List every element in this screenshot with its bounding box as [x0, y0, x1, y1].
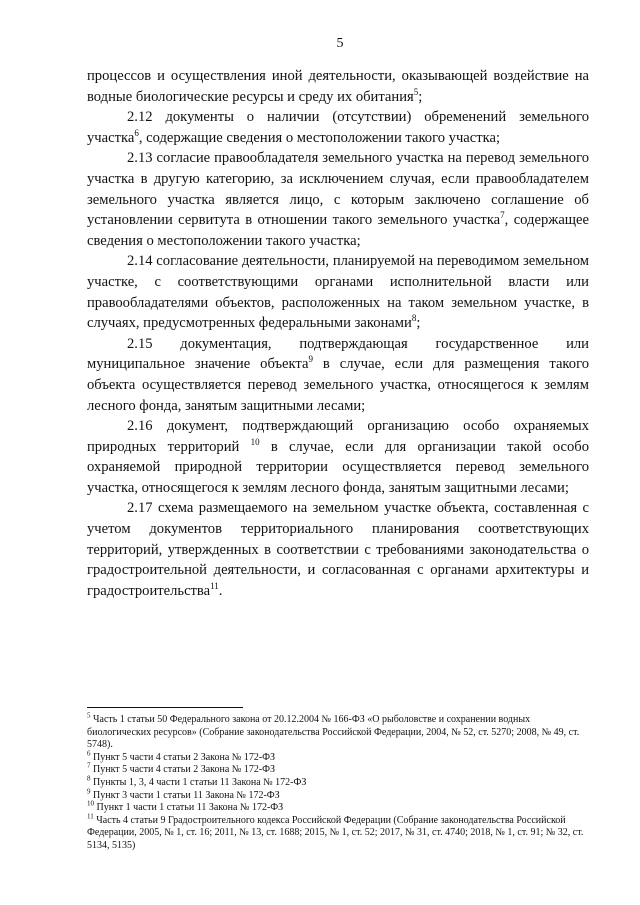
footnote [87, 787, 589, 803]
footnote-ref: 7 [500, 210, 505, 221]
footnote-text: Часть 4 статьи 9 Градостроительного кодекса Российской Федерации (Собрание законодательства Российской Федерации, 2005, № 1, ст. 16; 2011, № 13, ст. 1688; 2015, № 1, ст. 52; 2017, № 31, ст. 4740; 2018, № 1, ст. 91; № 32, ст. 5134, 5135) [87, 814, 584, 851]
paragraph-2-17 [87, 498, 589, 601]
paragraph-text: 2.15 документация, подтверждающая государственное или муниципальное значение объекта [87, 335, 589, 373]
paragraph-text: 2.16 документ, подтверждающий организацию особо охраняемых природных территорий [87, 418, 589, 455]
paragraph-tail: в случае, если для организации такой особо охраняемой природной территории осуществляется перевод земельного участка, относящегося к землям лесного фонда, занятым защитными лесами; [87, 438, 589, 496]
footnote-number: 7 [87, 762, 91, 771]
footnote-text: Пункты 1, 3, 4 части 1 статьи 11 Закона № 172-ФЗ [90, 776, 307, 788]
footnote-ref: 5 [413, 86, 419, 97]
paragraph-tail: в случае, если для размещения такого объекта осуществляется перевод земельного участка, относящегося к землям лесного фонда, занятым защитными лесами; [87, 356, 589, 414]
paragraph-text: 2.14 согласование деятельности, планируемой на переводимом земельном участке, с соответствующими органами исполнительной власти или правообладателями объектов, расположенных на таком земельном участке, в случаях, предусмотренных федеральными законами [87, 253, 589, 332]
paragraph-text: 2.13 согласие правообладателя земельного участка на перевод земельного участка в другую категорию, за исключением случая, если правообладателем земельного участка является лицо, с которым заключено соглашение об установлении сервитута в отношении такого земельного участка [87, 150, 589, 229]
footnote-number: 5 [87, 711, 91, 720]
paragraph-2-13 [87, 148, 589, 251]
paragraph-text: 2.17 схема размещаемого на земельном участке объекта, составленная с учетом документов территориального планирования соответствующих территорий, утвержденных в соответствии с требованиями законодательства о градостроительной деятельности, и согласованная с органами архитектуры и градостроительства [87, 500, 589, 599]
footnote-text: Пункт 5 части 4 статьи 2 Закона № 172-ФЗ [90, 764, 276, 776]
footnote-number: 10 [87, 799, 94, 808]
footnote-separator [87, 707, 243, 708]
footnote-ref: 6 [134, 127, 139, 138]
footnote-text: Пункт 3 части 1 статьи 11 Закона № 172-ФЗ [90, 789, 280, 801]
footnote [87, 749, 589, 765]
body-text [87, 66, 589, 601]
paragraph-text: 2.12 документы о наличии (отсутствии) обременений земельного участка [87, 109, 589, 146]
paragraph-continuation [87, 66, 589, 107]
footnote [87, 774, 589, 790]
footnote-ref: 9 [308, 354, 313, 365]
page-number: 5 [336, 36, 344, 51]
footnote-ref: 10 [250, 436, 260, 447]
footnote [87, 812, 589, 853]
paragraph-2-14 [87, 251, 589, 333]
footnote-text: Пункт 5 части 4 статьи 2 Закона № 172-ФЗ [90, 751, 276, 763]
paragraph-tail: ; [416, 315, 421, 332]
footnote-ref: 8 [411, 313, 417, 324]
footnote [87, 799, 589, 815]
paragraph-2-16 [87, 416, 589, 498]
footnote-number: 6 [87, 749, 91, 758]
paragraph-tail: , содержащие сведения о местоположении такого участка; [138, 129, 501, 146]
footnotes [87, 711, 589, 853]
paragraph-tail: ; [418, 88, 423, 105]
footnote [87, 764, 589, 777]
paragraph-2-15 [87, 334, 589, 416]
footnote-number: 9 [87, 787, 91, 796]
paragraph-text: процессов и осуществления иной деятельности, оказывающей воздействие на водные биологические ресурсы и среду их обитания [87, 68, 589, 105]
footnote-ref: 11 [210, 580, 219, 591]
footnote [87, 711, 589, 752]
footnote-number: 8 [87, 774, 91, 783]
footnote-number: 11 [87, 812, 94, 821]
paragraph-tail: . [218, 582, 223, 599]
footnote-text: Часть 1 статьи 50 Федерального закона от 20.12.2004 № 166-ФЗ «О рыболовстве и сохранении водных биологических ресурсов» (Собрание законодательства Российской Федерации, 2004, № 52, ст. 5270; 2008, № 49, ст. 5748). [87, 714, 580, 751]
paragraph-tail: , содержащее сведения о местоположении такого участка; [87, 212, 590, 249]
footnote-text: Пункт 1 части 1 статьи 11 Закона № 172-ФЗ [94, 802, 284, 814]
paragraph-2-12 [87, 107, 589, 148]
